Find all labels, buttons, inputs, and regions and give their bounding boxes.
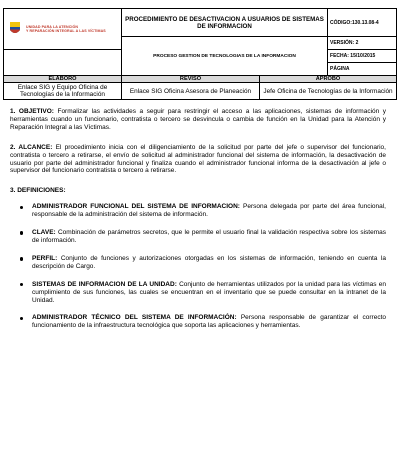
definition-text: Conjunto de funciones y autorizaciones otorgadas en los sistemas de información, teniendo en cuenta la descripción de Cargo.: [32, 254, 386, 270]
document-title: PROCEDIMIENTO DE DESACTIVACION A USUARIOS DE SISTEMAS DE INFORMACION: [122, 9, 328, 37]
document-page-label: PÁGINA: [328, 63, 397, 76]
bullet-icon: [20, 206, 23, 209]
signature-name-reviso: Enlace SIG Oficina Asesora de Planeación: [122, 83, 260, 100]
document-version: VERSIÓN: 2: [328, 37, 397, 50]
definition-term: ADMINISTRADOR FUNCIONAL DEL SISTEMA DE INFORMACION:: [32, 203, 240, 211]
signature-role-elaboro: ELABORO: [4, 76, 122, 83]
colombia-flag-icon: [8, 21, 22, 37]
section-objetivo-text: Formalizar las actividades a seguir para restringir el acceso a las aplicaciones, sistemas de información y herramientas cuando un funcionario, contratista o tercero se desvincula o cambia de función en la Unidad para la Atención y Reparación Integral a las Víctimas.: [10, 108, 386, 131]
signature-name-aprobo: Jefe Oficina de Tecnologías de la Información: [260, 83, 397, 100]
bullet-icon: [20, 257, 23, 260]
definition-item: [20, 281, 386, 305]
logo-line-1: UNIDAD PARA LA ATENCIÓN: [26, 24, 79, 29]
document-body: [10, 108, 386, 340]
definition-item: [20, 255, 386, 271]
unidad-victimas-logo: [6, 21, 119, 37]
definition-item: [20, 229, 386, 245]
process-name: PROCESO GESTION DE TECNOLOGIAS DE LA INFORMACION: [122, 37, 328, 76]
definition-text: Persona delegada por parte del área funcional, responsable de la administración del sistema de información.: [32, 203, 386, 219]
document-header-table: [3, 8, 397, 100]
signature-role-reviso: REVISO: [122, 76, 260, 83]
section-alcance-text: El procedimiento inicia con el diligenciamiento de la solicitud por parte del jefe o supervisor del funcionario, contratista o tercero a retirarse, el envío de solicitud al administrador funcional del sistema de información, la desactivación de usuario por parte del administrador funcional y finaliza cuando el administrador funcional informa de la desactivación al jefe o supervisor del funcionario contratista o tercero a retirarse.: [10, 143, 386, 175]
definition-item: [20, 314, 386, 330]
section-objetivo-label: 1. OBJETIVO:: [10, 108, 54, 115]
definition-term: SISTEMAS DE INFORMACION DE LA UNIDAD:: [32, 280, 177, 288]
logo-cell-bottom: [4, 50, 122, 76]
definition-text: Combinación de parámetros secretos, que le permite el usuario final la validación respectiva sobre los sistemas de información.: [32, 229, 386, 244]
definition-text: Persona responsable de garantizar el correcto funcionamiento de la infraestructura tecnológica que soporta las aplicaciones y herramientas.: [32, 314, 386, 330]
logo-line-2: Y REPARACIÓN INTEGRAL A LAS VÍCTIMAS: [26, 29, 106, 33]
section-definiciones-title: 3. DEFINICIONES:: [10, 187, 66, 195]
definition-text: Conjunto de herramientas utilizados por la unidad para las víctimas en cumplimiento de sus funciones, las cuales se encuentran en el inventario que se puede consultar en la intranet de la Unidad.: [32, 280, 386, 304]
document-code: CÓDIGO:130.13.08-4: [328, 9, 397, 37]
signature-name-elaboro: Enlace SIG y Equipo Oficina de Tecnologías de la Información: [4, 83, 122, 100]
definition-term: ADMINISTRADOR TÉCNICO DEL SISTEMA DE INFORMACIÓN:: [32, 314, 237, 322]
definition-item: [20, 203, 386, 219]
logo-cell: [4, 9, 122, 50]
bullet-icon: [20, 231, 23, 234]
section-alcance-label: 2. ALCANCE:: [10, 143, 53, 151]
document-date: FECHA: 15/10/2015: [328, 50, 397, 63]
bullet-icon: [20, 283, 23, 286]
section-objetivo: [10, 108, 386, 132]
section-alcance: [10, 144, 386, 176]
bullet-icon: [20, 317, 23, 320]
definition-term: CLAVE:: [32, 229, 56, 237]
signature-role-aprobo: APROBO: [260, 76, 397, 83]
definition-term: PERFIL:: [32, 254, 58, 262]
